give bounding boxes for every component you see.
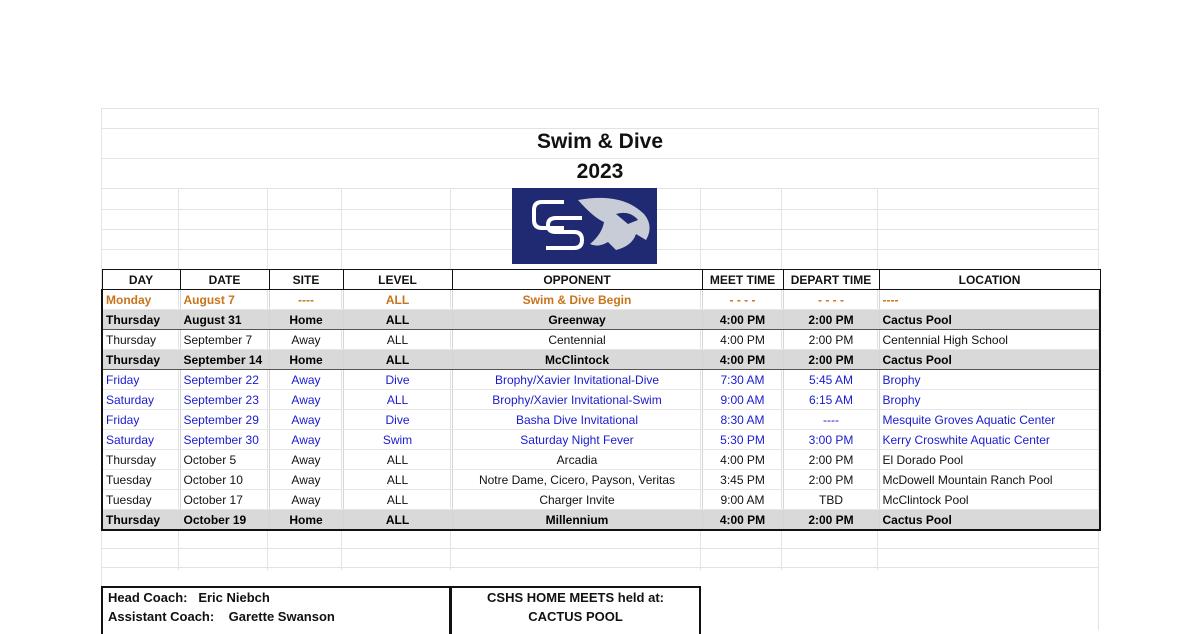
cell-level: ALL [343,290,452,310]
cell-level: Dive [343,370,452,390]
cell-level: ALL [343,330,452,350]
cell-location: Cactus Pool [879,510,1100,531]
table-row [102,390,1100,410]
cell-location: Kerry Croswhite Aquatic Center [879,430,1100,450]
cell-site: Away [269,470,343,490]
cell-location: McDowell Mountain Ranch Pool [879,470,1100,490]
home-meets-box [450,586,701,634]
cell-site: Away [269,430,343,450]
cell-level: ALL [343,390,452,410]
home-meets-line1: CSHS HOME MEETS held at: [487,590,664,605]
head-coach-name: Eric Niebch [198,590,270,605]
cell-opponent: Brophy/Xavier Invitational-Swim [452,390,702,410]
cell-meet-time: 4:00 PM [702,510,783,531]
assistant-coach-label: Assistant Coach: [108,609,215,624]
cell-day: Saturday [102,430,180,450]
cell-location: Brophy [879,390,1100,410]
cell-depart-time: 2:00 PM [783,510,879,531]
table-row [102,290,1100,310]
table-row [102,470,1100,490]
cell-site: Away [269,330,343,350]
home-meets-line2: CACTUS POOL [528,609,623,624]
cell-day: Thursday [102,350,180,370]
cell-depart-time: 3:00 PM [783,430,879,450]
schedule-table [101,269,1101,531]
cell-depart-time: 5:45 AM [783,370,879,390]
cell-site: Away [269,490,343,510]
cell-location: ---- [879,290,1100,310]
cell-date: October 17 [180,490,269,510]
cell-opponent: Saturday Night Fever [452,430,702,450]
head-coach-line [103,588,449,607]
cell-meet-time: 8:30 AM [702,410,783,430]
cell-level: Swim [343,430,452,450]
cell-site: ---- [269,290,343,310]
header-level: LEVEL [343,270,452,290]
cell-opponent: Brophy/Xavier Invitational-Dive [452,370,702,390]
table-row [102,430,1100,450]
cell-location: Cactus Pool [879,310,1100,330]
header-date: DATE [180,270,269,290]
cell-depart-time: - - - - [783,290,879,310]
cell-day: Tuesday [102,470,180,490]
cell-site: Home [269,350,343,370]
cell-date: October 19 [180,510,269,531]
header-depart-time: DEPART TIME [783,270,879,290]
cell-depart-time: ---- [783,410,879,430]
cell-level: ALL [343,510,452,531]
cell-level: ALL [343,470,452,490]
assistant-coach-name: Garette Swanson [228,609,335,624]
cell-date: September 22 [180,370,269,390]
gridline [101,128,1099,129]
table-row [102,350,1100,370]
cell-meet-time: 4:00 PM [702,350,783,370]
cell-location: El Dorado Pool [879,450,1100,470]
cell-level: ALL [343,490,452,510]
cell-location: Brophy [879,370,1100,390]
coaches-box [101,586,451,634]
table-row [102,370,1100,390]
cell-opponent: Greenway [452,310,702,330]
cell-day: Thursday [102,510,180,531]
cell-day: Thursday [102,450,180,470]
cell-date: September 7 [180,330,269,350]
cell-depart-time: 2:00 PM [783,330,879,350]
cell-meet-time: 9:00 AM [702,490,783,510]
cell-day: Friday [102,410,180,430]
page-title: Swim & Dive [536,130,664,153]
spreadsheet [101,108,1099,630]
cell-depart-time: 6:15 AM [783,390,879,410]
cell-depart-time: 2:00 PM [783,450,879,470]
cs-falcon-logo-icon [512,188,657,264]
cell-day: Tuesday [102,490,180,510]
cell-site: Away [269,370,343,390]
header-site: SITE [269,270,343,290]
cell-site: Home [269,510,343,531]
cell-date: August 7 [180,290,269,310]
cell-meet-time: - - - - [702,290,783,310]
table-row [102,450,1100,470]
cell-level: ALL [343,350,452,370]
cell-location: Cactus Pool [879,350,1100,370]
cell-site: Away [269,390,343,410]
cell-date: August 31 [180,310,269,330]
cell-date: September 14 [180,350,269,370]
head-coach-label: Head Coach: [108,590,188,605]
cell-site: Away [269,410,343,430]
cell-depart-time: TBD [783,490,879,510]
gridline [101,158,1099,159]
cell-opponent: Millennium [452,510,702,531]
cell-depart-time: 2:00 PM [783,310,879,330]
table-header-row [102,270,1100,290]
cell-opponent: Swim & Dive Begin [452,290,702,310]
cell-level: Dive [343,410,452,430]
cell-opponent: Notre Dame, Cicero, Payson, Veritas [452,470,702,490]
gridline [101,567,1099,568]
table-row [102,310,1100,330]
cell-depart-time: 2:00 PM [783,350,879,370]
cell-meet-time: 3:45 PM [702,470,783,490]
cell-day: Thursday [102,310,180,330]
cell-site: Away [269,450,343,470]
cell-location: McClintock Pool [879,490,1100,510]
cell-opponent: Charger Invite [452,490,702,510]
assistant-coach-line [103,607,449,626]
cell-date: September 23 [180,390,269,410]
cell-meet-time: 7:30 AM [702,370,783,390]
cell-location: Centennial High School [879,330,1100,350]
cell-meet-time: 5:30 PM [702,430,783,450]
cell-day: Monday [102,290,180,310]
cell-depart-time: 2:00 PM [783,470,879,490]
cell-meet-time: 4:00 PM [702,450,783,470]
cell-opponent: McClintock [452,350,702,370]
cell-opponent: Arcadia [452,450,702,470]
table-row [102,410,1100,430]
cell-meet-time: 4:00 PM [702,330,783,350]
cell-date: September 30 [180,430,269,450]
header-meet-time: MEET TIME [702,270,783,290]
cell-level: ALL [343,310,452,330]
cell-date: October 5 [180,450,269,470]
cell-date: September 29 [180,410,269,430]
cell-day: Saturday [102,390,180,410]
table-row [102,490,1100,510]
cell-site: Home [269,310,343,330]
page-subtitle-year: 2023 [576,160,624,183]
cell-date: October 10 [180,470,269,490]
gridline [101,108,1099,109]
cell-opponent: Centennial [452,330,702,350]
cell-meet-time: 9:00 AM [702,390,783,410]
header-opponent: OPPONENT [452,270,702,290]
cell-location: Mesquite Groves Aquatic Center [879,410,1100,430]
cell-level: ALL [343,450,452,470]
header-day: DAY [102,270,180,290]
gridline [101,548,1099,549]
cell-day: Thursday [102,330,180,350]
cell-opponent: Basha Dive Invitational [452,410,702,430]
table-row [102,510,1100,531]
table-row [102,330,1100,350]
header-location: LOCATION [879,270,1100,290]
cell-meet-time: 4:00 PM [702,310,783,330]
cell-day: Friday [102,370,180,390]
